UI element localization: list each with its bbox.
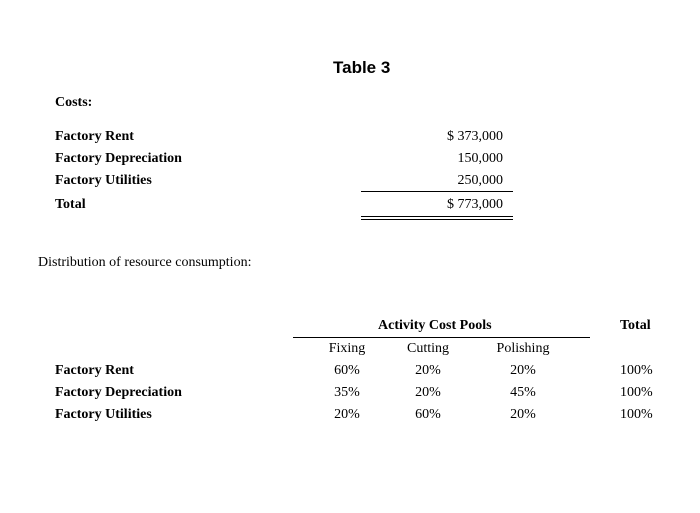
header-rule	[293, 337, 590, 338]
total-column-header: Total	[620, 318, 651, 333]
cost-label-depreciation: Factory Depreciation	[55, 151, 182, 166]
page-title: Table 3	[333, 58, 391, 77]
dist-depreciation-polishing: 45%	[510, 385, 536, 400]
cost-value-rent: $ 373,000	[447, 129, 503, 144]
dist-rent-total: 100%	[620, 363, 653, 378]
cost-label-total: Total	[55, 197, 86, 212]
dist-rent-polishing: 20%	[510, 363, 536, 378]
distribution-caption: Distribution of resource consumption:	[38, 255, 252, 270]
dist-depreciation-total: 100%	[620, 385, 653, 400]
column-header-fixing: Fixing	[328, 341, 366, 356]
cost-value-total: $ 773,000	[447, 197, 503, 212]
column-header-polishing: Polishing	[496, 341, 550, 356]
dist-utilities-cutting: 60%	[415, 407, 441, 422]
dist-depreciation-fixing: 35%	[334, 385, 360, 400]
cost-value-utilities: 250,000	[457, 173, 503, 188]
total-double-rule-top	[361, 216, 513, 217]
subtotal-rule	[361, 191, 513, 192]
dist-utilities-polishing: 20%	[510, 407, 536, 422]
dist-depreciation-cutting: 20%	[415, 385, 441, 400]
dist-utilities-total: 100%	[620, 407, 653, 422]
cost-label-utilities: Factory Utilities	[55, 173, 152, 188]
dist-label-rent: Factory Rent	[55, 363, 134, 378]
dist-rent-fixing: 60%	[334, 363, 360, 378]
cost-value-depreciation: 150,000	[457, 151, 503, 166]
dist-utilities-fixing: 20%	[334, 407, 360, 422]
activity-cost-pools-header: Activity Cost Pools	[378, 318, 492, 333]
dist-rent-cutting: 20%	[415, 363, 441, 378]
dist-label-depreciation: Factory Depreciation	[55, 385, 182, 400]
costs-heading: Costs:	[55, 95, 93, 110]
dist-label-utilities: Factory Utilities	[55, 407, 152, 422]
column-header-cutting: Cutting	[406, 341, 449, 356]
total-double-rule-bottom	[361, 219, 513, 220]
cost-label-rent: Factory Rent	[55, 129, 134, 144]
